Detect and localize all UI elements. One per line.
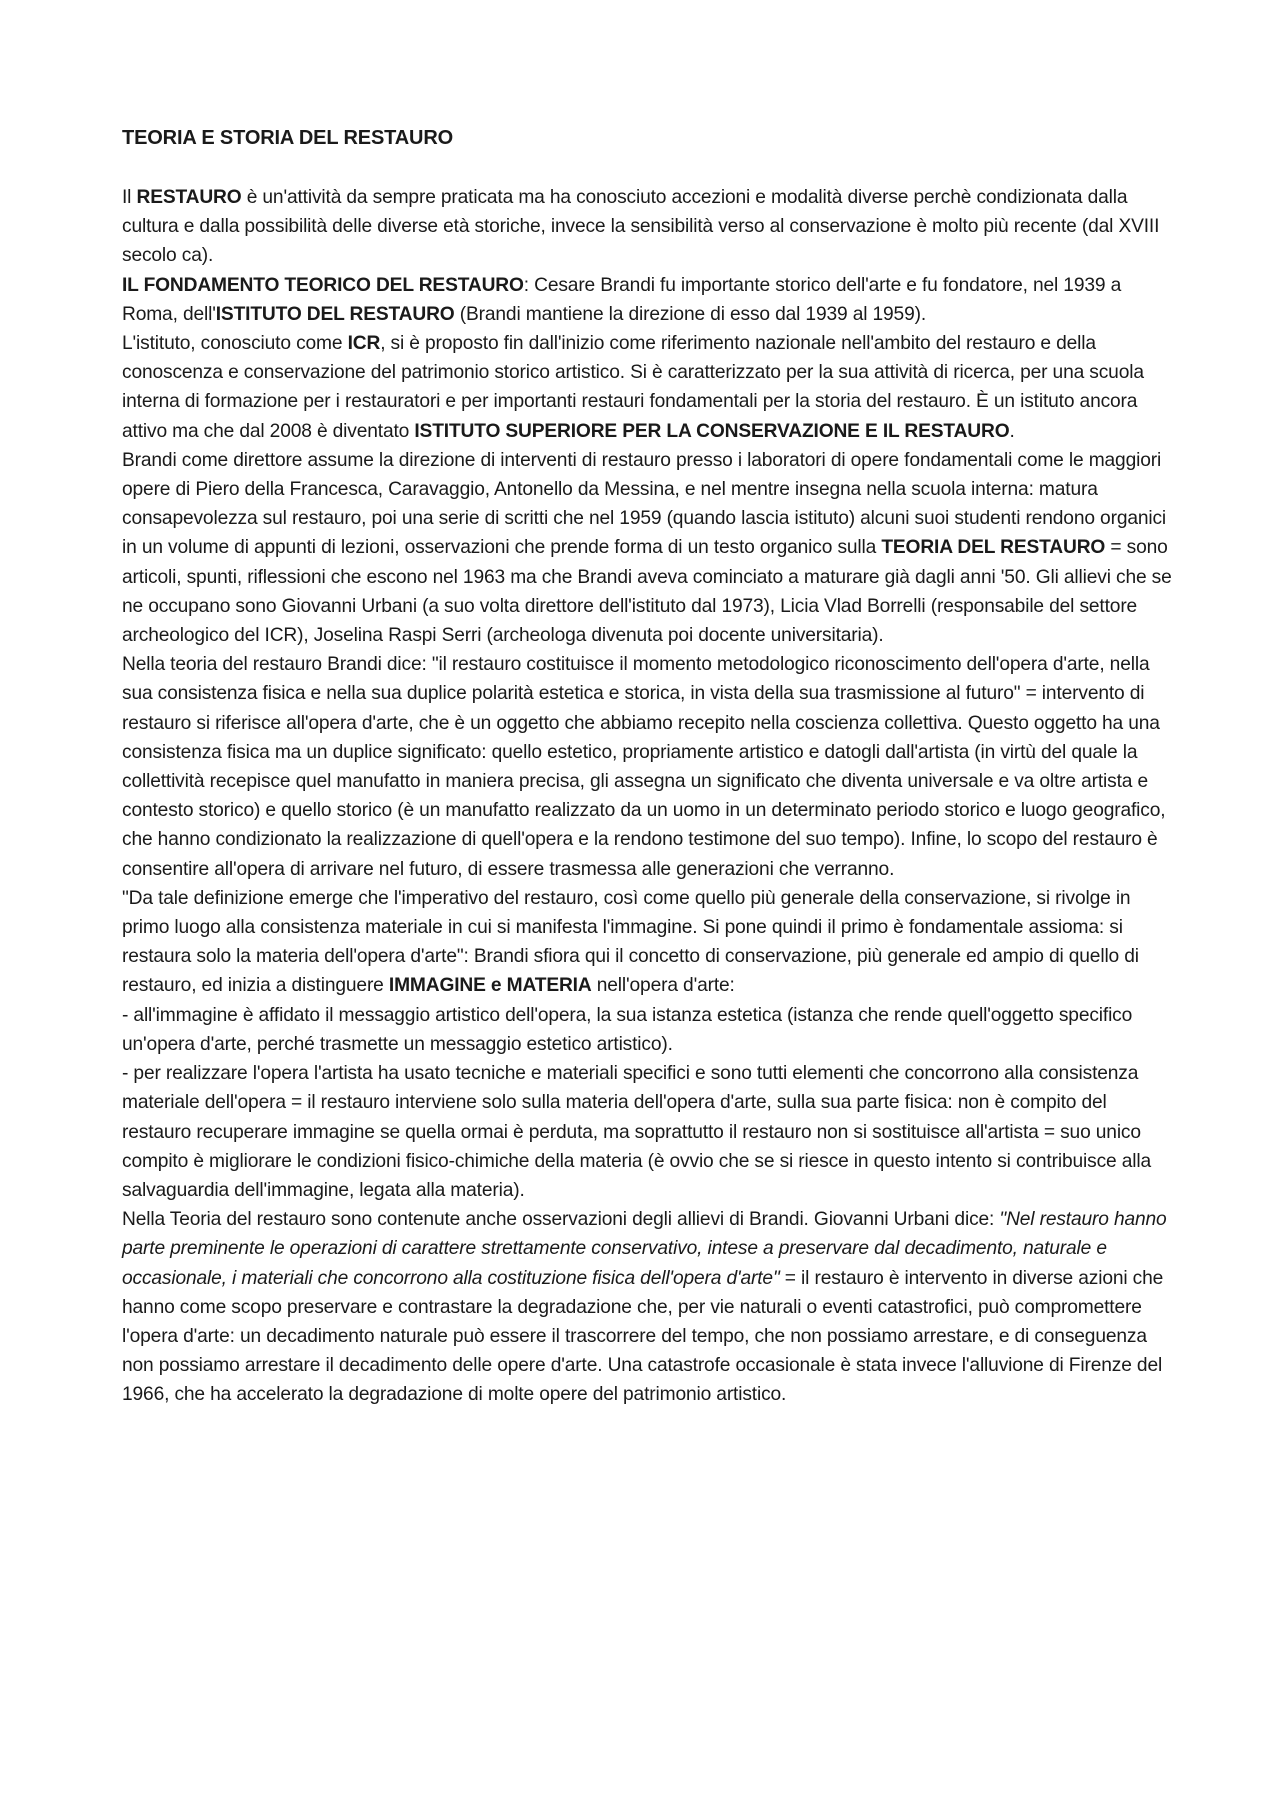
text-run: : Cesare Brandi fu importante storico dell'arte e fu fondatore, nel 1939 a Roma, dell' [122, 274, 1122, 325]
paragraph-teoria-definizione: Nella teoria del restauro Brandi dice: "il restauro costituisce il momento metodologico riconoscimento dell'opera d'arte, nella sua consistenza fisica e nella sua duplice polarità estetica e storica, in vista della sua trasmissione al futuro" = intervento di restauro si riferisce all'opera d'arte, che è un oggetto che abbiamo recepito nella coscienza collettiva. Questo oggetto ha una consistenza fisica ma un duplice significato: quello estetico, propriamente artistico e datogli dall'artista (in virtù del quale la collettività recepisce quel manufatto in maniera precisa, gli assegna un significato che diventa universale e va oltre artista e contesto storico) e quello storico (è un manufatto realizzato da un uomo in un determinato periodo storico e luogo geografico, che hanno condizionato la realizzazione di quell'opera e la rendono testimone del suo tempo). Infine, lo scopo del restauro è consentire all'opera di arrivare nel futuro, di essere trasmessa alle generazioni che verranno. [122, 654, 1166, 880]
text-run: Il [122, 187, 137, 208]
text-run: è un'attività da sempre praticata ma ha conosciuto accezioni e modalità diverse perchè condizionata dalla cultura e dalla possibilità delle diverse età storiche, invece la sensibilità verso al conservazione è molto più recente (dal XVIII secolo ca). [122, 187, 1160, 267]
document-page [122, 122, 1174, 1410]
paragraph-imperativo [122, 884, 1174, 1001]
text-run: (Brandi mantiene la direzione di esso dal 1939 al 1959). [454, 303, 927, 325]
bold-term-istituto: ISTITUTO DEL RESTAURO [215, 303, 455, 325]
text-run: = il restauro è intervento in diverse azioni che hanno come scopo preservare e contrastare la degradazione che, per vie naturali o eventi catastrofici, può compromettere l'opera d'arte: un decadimento naturale può essere il trascorrere del tempo, che non possiamo arrestare, e di conseguenza non possiamo arrestare il decadimento delle opere d'arte. Una catastrofe occasionale è stata invece l'alluvione di Firenze del 1966, che ha accelerato la degradazione di molte opere del patrimonio artistico. [122, 1267, 1164, 1406]
text-run: "Da tale definizione emerge che l'imperativo del restauro, così come quello più generale della conservazione, si rivolge in primo luogo alla consistenza materiale in cui si manifesta l'immagine. Si pone quindi il primo è fondamentale assioma: si restaura solo la materia dell'opera d'arte": Brandi sfiora qui il concetto di conservazione, più generale ed ampio di quello di restauro, ed inizia a distinguere [122, 887, 1139, 997]
text-run: Brandi come direttore assume la direzione di interventi di restauro presso i laboratori di opere fondamentali come le maggiori opere di Piero della Francesca, Caravaggio, Antonello da Messina, e nel mentre insegna nella scuola interna: matura consapevolezza sul restauro, poi una serie di scritti che nel 1959 (quando lascia istituto) alcuni suoi studenti rendono organici in un volume di appunti di lezioni, osservazioni che prende forma di un testo organico sulla [122, 449, 1167, 559]
text-run: , si è proposto fin dall'inizio come riferimento nazionale nell'ambito del restauro e della conoscenza e conservazione del patrimonio storico artistico. Si è caratterizzato per la sua attività di ricerca, per una scuola interna di formazione per i restauratori e per importanti restauri fondamentali per la storia del restauro. È un istituto ancora attivo ma che dal 2008 è diventato [122, 333, 1144, 442]
bold-term-immagine-materia: IMMAGINE e MATERIA [388, 975, 592, 997]
text-run: nell'opera d'arte: [591, 975, 735, 997]
italic-quote-urbani: "Nel restauro hanno parte preminente le operazioni di carattere strettamente conservativo, intese a preservare dal decadimento, naturale e occasionale, i materiali che concorrono alla costituzione fisica dell'opera d'arte" [122, 1209, 1167, 1289]
paragraph-fondamento [122, 271, 1174, 329]
text-run: = sono articoli, spunti, riflessioni che escono nel 1963 ma che Brandi aveva cominciato a maturare già dagli anni '50. Gli allievi che se ne occupano sono Giovanni Urbani (a suo volta direttore dell'istituto dal 1973), Licia Vlad Borrelli (responsabile del settore archeologico del ICR), Joselina Raspi Serri (archeologa divenuta poi docente universitaria). [122, 537, 1172, 647]
text-run: Nella Teoria del restauro sono contenute anche osservazioni degli allievi di Brandi. Giovanni Urbani dice: [122, 1209, 1000, 1231]
bold-term-icr: ICR [347, 333, 381, 355]
paragraph-icr [122, 329, 1174, 446]
bold-term-istituto-superiore: ISTITUTO SUPERIORE PER LA CONSERVAZIONE E IL RESTAURO [414, 420, 1010, 442]
text-run: . [1009, 420, 1015, 442]
paragraph-intro [122, 183, 1174, 271]
list-item-immagine: - all'immagine è affidato il messaggio artistico dell'opera, la sua istanza estetica (istanza che rende quell'oggetto specifico un'opera d'arte, perché trasmette un messaggio estetico artistico). [122, 1004, 1133, 1055]
text-run: L'istituto, conosciuto come [122, 333, 348, 355]
paragraph-urbani [122, 1205, 1174, 1409]
bold-term-teoria: TEORIA DEL RESTAURO [881, 537, 1106, 559]
document-title: TEORIA E STORIA DEL RESTAURO [122, 127, 454, 149]
bold-term-restauro: RESTAURO [136, 187, 242, 208]
list-item-materia: - per realizzare l'opera l'artista ha usato tecniche e materiali specifici e sono tutti elementi che concorrono alla consistenza materiale dell'opera = il restauro interviene solo sulla materia dell'opera d'arte, sulla sua parte fisica: non è compito del restauro recuperare immagine se quella ormai è perduta, ma soprattutto il restauro non si sostituisce all'artista = suo unico compito è migliorare le condizioni fisico-chimiche della materia (è ovvio che se si riesce in questo intento si contribuisce alla salvaguardia dell'immagine, legata alla materia). [122, 1063, 1151, 1201]
paragraph-brandi-direttore [122, 446, 1174, 650]
bold-heading-fondamento: IL FONDAMENTO TEORICO DEL RESTAURO [122, 274, 524, 296]
